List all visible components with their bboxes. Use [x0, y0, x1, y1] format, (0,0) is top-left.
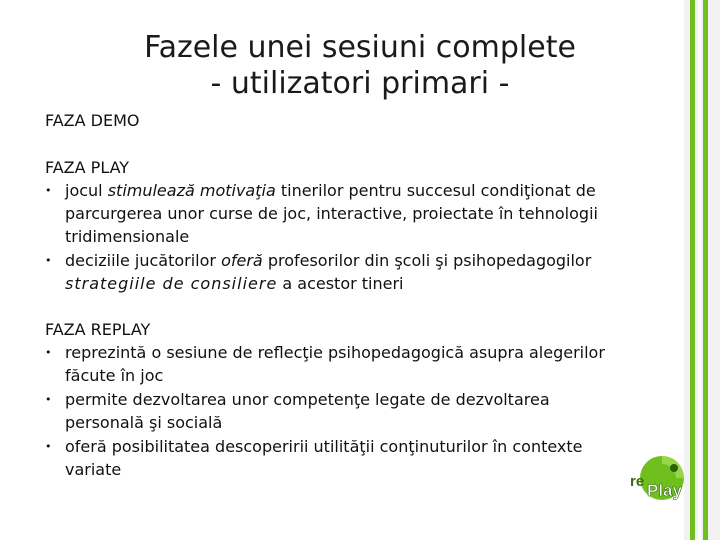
bullet-icon: • — [45, 184, 52, 197]
section-heading-replay: FAZA REPLAY — [45, 320, 151, 339]
slide-body — [45, 109, 685, 482]
bullet-icon: • — [45, 440, 52, 453]
list-item — [45, 388, 685, 434]
bullet-emphasis: strategiile de consiliere — [65, 274, 278, 293]
replay-bullet-list — [45, 341, 685, 481]
bullet-text: parcurgerea unor curse de joc, interactive, proiectate în tehnologii — [65, 204, 598, 223]
logo-text-play: Play — [647, 481, 682, 500]
bullet-text: oferă posibilitatea descoperirii utilităţii conţinuturilor în contexte — [65, 437, 583, 456]
bullet-emphasis: oferă — [221, 251, 263, 270]
bullet-text: a acestor tineri — [277, 274, 404, 293]
bullet-text: personală şi socială — [65, 413, 223, 432]
side-stripe — [698, 0, 701, 540]
section-heading-play: FAZA PLAY — [45, 158, 130, 177]
bullet-icon: • — [45, 393, 52, 406]
bullet-text: reprezintă o sesiune de reflecţie psihopedagogică asupra alegerilor — [65, 343, 605, 362]
bullet-text: jocul — [65, 181, 108, 200]
bullet-emphasis: stimulează motivaţia — [107, 181, 276, 200]
replay-logo-icon — [628, 452, 686, 504]
slide-title — [60, 30, 660, 102]
list-item — [45, 341, 685, 387]
title-line-2: - utilizatori primari - — [210, 66, 510, 101]
list-item — [45, 249, 685, 295]
side-stripe — [703, 0, 708, 540]
title-line-1: Fazele unei sesiuni complete — [144, 30, 576, 65]
bullet-text: variate — [65, 460, 122, 479]
list-item — [45, 435, 685, 481]
logo-text-re: re — [630, 473, 645, 490]
list-item — [45, 179, 685, 248]
green-side-bar — [684, 0, 720, 540]
bullet-text: profesorilor din şcoli şi psihopedagogilor — [262, 251, 592, 270]
bullet-text: tridimensionale — [65, 227, 190, 246]
bullet-text: deciziile jucătorilor — [65, 251, 222, 270]
bullet-text: tinerilor pentru succesul condiţionat de — [275, 181, 596, 200]
bullet-text: făcute în joc — [65, 366, 164, 385]
play-bullet-list — [45, 179, 685, 295]
side-stripe — [690, 0, 695, 540]
section-heading-demo: FAZA DEMO — [45, 111, 140, 130]
bullet-text: permite dezvoltarea unor competenţe legate de dezvoltarea — [65, 390, 550, 409]
bullet-icon: • — [45, 346, 52, 359]
bullet-icon: • — [45, 254, 52, 267]
logo-bubble — [670, 464, 678, 472]
